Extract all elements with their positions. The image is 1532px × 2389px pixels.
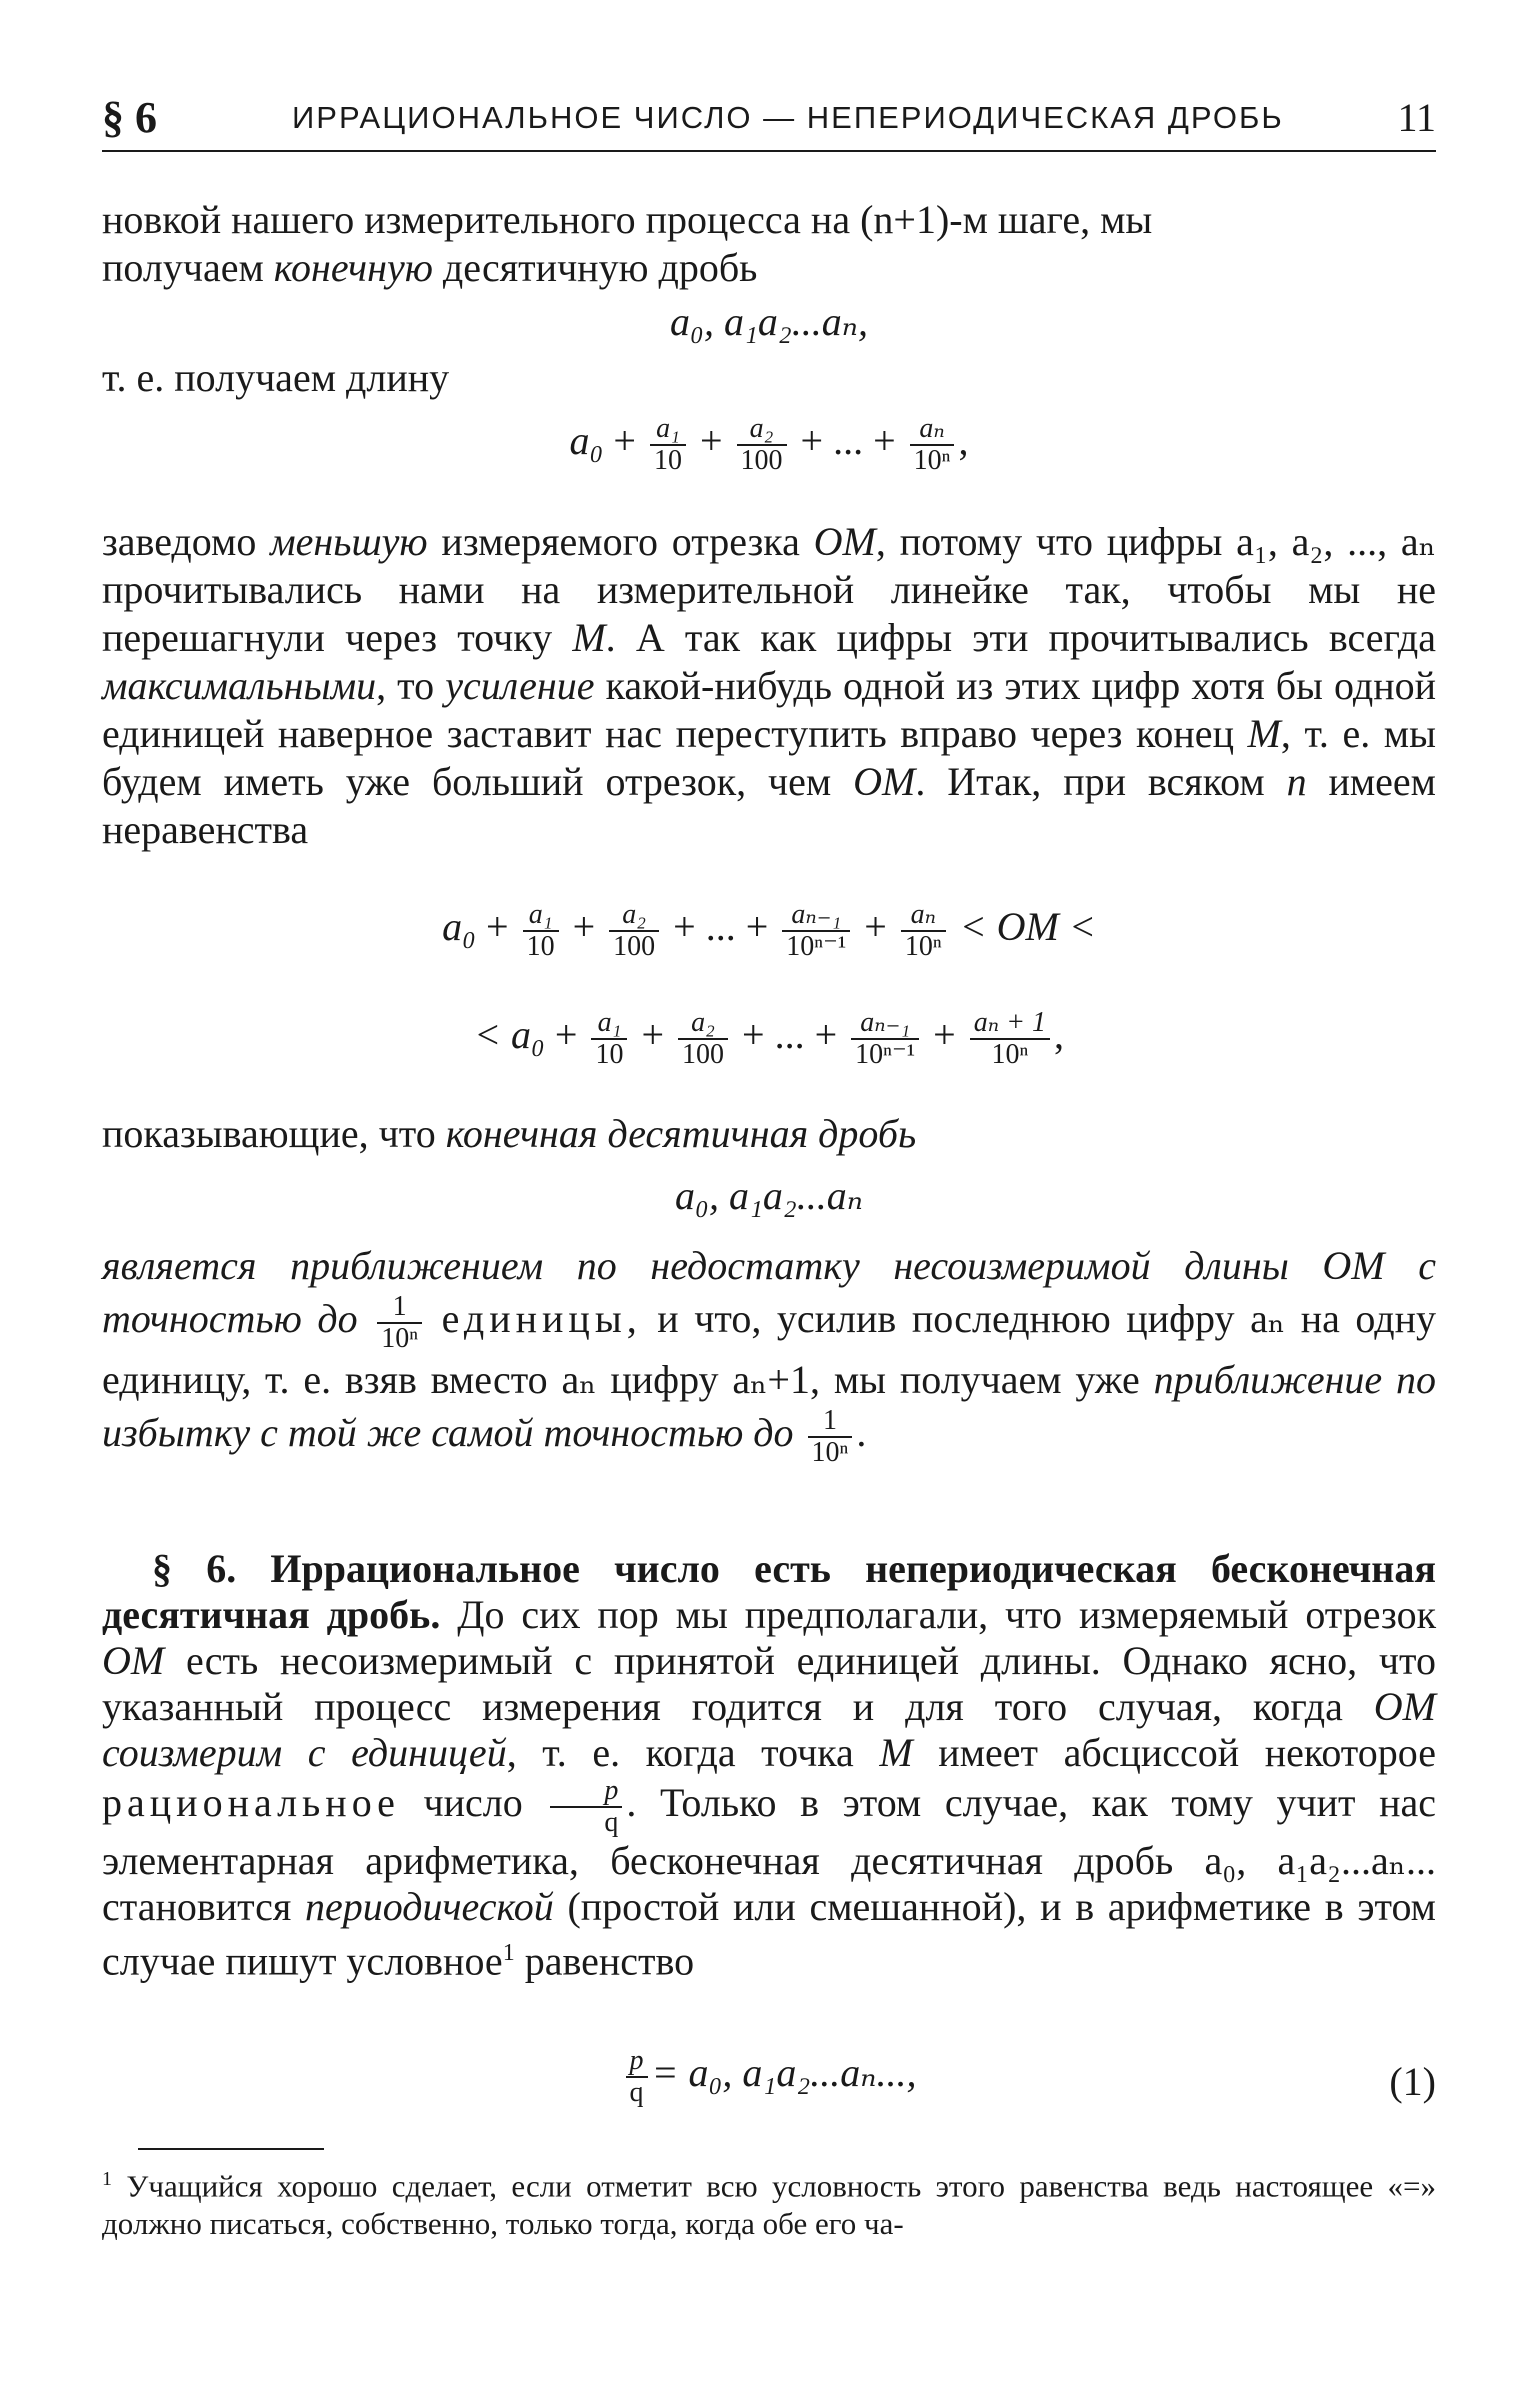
header-section: § 6 (102, 93, 157, 142)
header-rule (102, 150, 1436, 152)
p1-line2: получаем конечную десятичную дробь (102, 245, 758, 290)
paragraph-3: заведомо меньшую измеряемого отрезка OM, потому что цифры a₁, a₂, ..., aₙ прочитывались нами на измерительной линейке так, чтобы мы не перешагнули через точку M. А так как цифры эти прочитывались всегда максимальными, то усиление какой-нибудь одной из этих цифр хотя бы одной единицей наверное заставит нас переступить вправо через конец M, т. е. мы будем иметь уже больший отрезок, чем OM. Итак, при всяком n имеем неравенства (102, 519, 1437, 852)
fraction: $\frac{\text{a₂}}{100}$ (737, 414, 787, 476)
footnote: $^1$ Учащийся хорошо сделает, если отметит всю условность этого равенства ведь настоящее «=» должно писаться, собственно, только тогда, когда обе его ча- (102, 2168, 1436, 2242)
paragraph-4: показывающие, что конечная десятичная дробь (102, 1111, 917, 1156)
equation-decimal-1: a₀, a₁a₂...aₙ, (670, 299, 868, 344)
paragraph-1 (102, 196, 1436, 292)
footnote-mark: 1 (102, 2168, 112, 2190)
inequality-line-2: < a₀ + $\frac{\text{a₁}}{10}$ + $\frac{\text{a₂}}{100}$ + ... + $\frac{\text{aₙ₋₁}}{\text{10ⁿ⁻¹}}$ + $\frac{\text{aₙ + 1}}{\text{10ⁿ}}$ , (474, 1007, 1064, 1070)
inequality-line-1: a₀ + $\frac{\text{a₁}}{10}$ + $\frac{\text{a₂}}{100}$ + ... + $\frac{\text{aₙ₋₁}}{\text{10ⁿ⁻¹}}$ + $\frac{\text{aₙ}}{\text{10ⁿ}}$ < OM < (442, 899, 1096, 962)
fraction: $\frac{\text{a₂}}{100}$ (678, 1008, 728, 1070)
equation-sum: a₀ + $\frac{\text{a₁}}{10}$ + $\frac{\text{a₂}}{100}$ + ... + $\frac{\text{aₙ}}{\text{10ⁿ}}$ , (569, 413, 969, 476)
footnote-mark: 1 (502, 1940, 515, 1966)
paragraph-5: является приближением по недостатку несоизмеримой длины OM с точностью до $\frac{1}{\text{10ⁿ}}$ единицы, и что, усилив последнюю цифру aₙ на одну единицу, т. е. взяв вместо aₙ цифру aₙ+1, мы получаем уже приближение по избытку с той же самой точностью до $\frac{1}{\text{10ⁿ}}$ . (102, 1243, 1437, 1468)
fraction: $\frac{\text{a₁}}{10}$ (650, 414, 686, 476)
equation-number: (1) (1389, 2059, 1436, 2104)
fraction: $\frac{1}{\text{10ⁿ}}$ (808, 1406, 853, 1468)
fraction: $\frac{\text{a₂}}{100}$ (609, 900, 659, 962)
fraction: $\frac{\text{aₙ₋₁}}{\text{10ⁿ⁻¹}}$ (782, 900, 850, 962)
fraction: $\frac{p}{q}$ (626, 2046, 648, 2108)
page-number: 11 (1397, 95, 1436, 140)
fraction: $\frac{\text{aₙ + 1}}{\text{10ⁿ}}$ (970, 1008, 1050, 1070)
p1-line1: новкой нашего измерительного процесса на (n+1)-м шаге, мы (102, 197, 1153, 242)
page-header (102, 92, 1436, 152)
fraction: $\frac{\text{a₁}}{10}$ (523, 900, 559, 962)
fraction: $\frac{\text{aₙ}}{\text{10ⁿ}}$ (910, 414, 955, 476)
fraction: $\frac{\text{aₙ}}{\text{10ⁿ}}$ (901, 900, 946, 962)
fraction: $\frac{1}{\text{10ⁿ}}$ (377, 1292, 422, 1354)
section-6-heading: § 6. Иррациональное число есть непериодическая бесконечная десятичная дробь. (102, 1546, 1436, 1637)
fraction: $\frac{\text{aₙ₋₁}}{\text{10ⁿ⁻¹}}$ (851, 1008, 919, 1070)
section-6-paragraph: § 6. Иррациональное число есть непериодическая бесконечная десятичная дробь. До сих пор мы предполагали, что измеряемый отрезок OM есть несоизмеримый с принятой единицей длины. Однако ясно, что указанный процесс измерения годится и для того случая, когда OM соизмерим с единицей, т. е. когда точка M имеет абсциссой некоторое рациональное число $\frac{p}{q}$ . Только в этом случае, как тому учит нас элементарная арифметика, бесконечная десятичная дробь a₀, a₁a₂...aₙ... становится периодической (простой или смешанной), и в арифметике в этом случае пишут условное$^1$ равенство (102, 1546, 1437, 1984)
equation-main: $\frac{p}{q}$ = a₀, a₁a₂...aₙ..., (1) (102, 2046, 1436, 2108)
header-title: ИРРАЦИОНАЛЬНОЕ ЧИСЛО — НЕПЕРИОДИЧЕСКАЯ ДРОБЬ (292, 100, 1284, 135)
fraction: $\frac{p}{q}$ (550, 1776, 622, 1838)
fraction: $\frac{\text{a₁}}{10}$ (591, 1008, 627, 1070)
paragraph-2: т. е. получаем длину (102, 355, 450, 400)
equation-decimal-2: a₀, a₁a₂...aₙ (675, 1173, 863, 1218)
footnote-rule (138, 2148, 324, 2150)
